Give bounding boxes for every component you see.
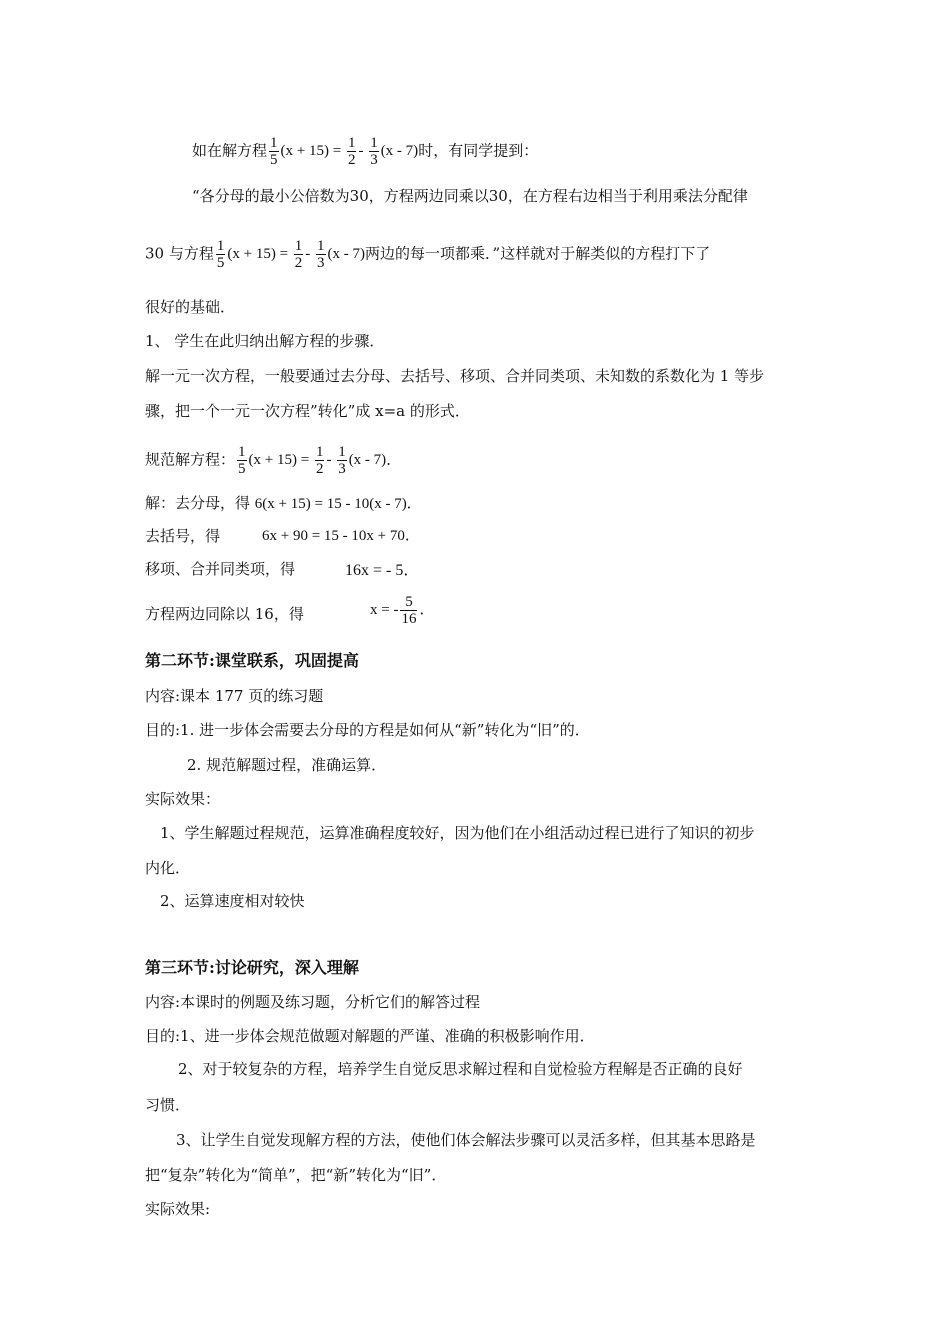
step-combine-expr: 16x = - 5． bbox=[345, 562, 420, 579]
fraction: $\frac{5}{16}$ bbox=[401, 594, 417, 627]
fraction: $\frac{1}{2}$ bbox=[294, 238, 303, 271]
section3-goal-3-line-1: 3、让学生自觉发现解方程的方法，使他们体会解法步骤可以灵活多样，但其基本思路是 bbox=[176, 1131, 756, 1149]
steps-desc-line-1: 解一元一次方程，一般要通过去分母、去括号、移项、合并同类项、未知数的系数化为 1 等步 bbox=[145, 367, 765, 385]
section2-goal-1: 目的:1. 进一步体会需要去分母的方程是如何从“新”转化为“旧”的． bbox=[145, 721, 590, 739]
section2-heading: 第二环节:课堂联系，巩固提高 bbox=[145, 651, 359, 670]
section2-effect-1-line-1: 1、学生解题过程规范，运算准确程度较好，因为他们在小组活动过程已进行了知识的初步 bbox=[160, 824, 755, 842]
fraction: $\frac{1}{3}$ bbox=[317, 238, 325, 271]
step-divide-expr: x = - $\frac{5}{16}$ ． bbox=[370, 594, 435, 627]
fraction: $\frac{1}{5}$ bbox=[216, 238, 225, 271]
standard-solve-line: 规范解方程： $\frac{1}{5}$ (x + 15) = $\frac{1}{2}$ - $\frac{1}{3}$ (x - 7)． bbox=[145, 444, 402, 477]
section3-goal-2-line-2: 习惯． bbox=[145, 1096, 191, 1114]
equation-inline: $\frac{1}{5}$ (x + 15) = $\frac{1}{2}$ - $\frac{1}{3}$ (x - 7) bbox=[238, 444, 387, 477]
quote-line-1: “各分母的最小公倍数为30，方程两边同乘以30，在方程右边相当于利用乘法分配律 bbox=[192, 187, 748, 205]
step-combine-label: 移项、合并同类项，得 bbox=[145, 560, 296, 578]
section2-effect-label: 实际效果： bbox=[145, 790, 221, 808]
step-remove-brackets-label: 去括号，得 bbox=[145, 527, 221, 545]
equation-inline: $\frac{1}{5}$ (x + 15) = $\frac{1}{2}$ - $\frac{1}{3}$ (x - 7) bbox=[216, 238, 366, 271]
steps-desc-line-2: 骤，把一个一元一次方程”转化”成 x=a 的形式． bbox=[145, 402, 470, 420]
step-remove-denominator: 解：去分母，得 6(x + 15) = 15 - 10(x - 7)． bbox=[145, 494, 422, 512]
section3-content: 内容:本课时的例题及练习题，分析它们的解答过程 bbox=[145, 993, 481, 1011]
step-remove-brackets-expr: 6x + 90 = 15 - 10x + 70． bbox=[262, 528, 420, 544]
intro-line bbox=[192, 135, 538, 168]
steps-item-1: 1、 学生在此归纳出解方程的步骤． bbox=[145, 332, 385, 350]
fraction: $\frac{1}{3}$ bbox=[370, 135, 378, 168]
section2-content: 内容:课本 177 页的练习题 bbox=[145, 687, 324, 705]
step-divide-label: 方程两边同除以 16，得 bbox=[145, 605, 304, 623]
section3-goal-3-line-2: 把“复杂”转化为“简单”，把“新”转化为“旧”． bbox=[145, 1166, 447, 1184]
quote-line-2: 30 与方程 $\frac{1}{5}$ (x + 15) = $\frac{1}{2}$ - $\frac{1}{3}$ (x - 7)两边的每一项都乘．”这样就对于解类似的方程打下了 bbox=[145, 238, 711, 271]
section3-goal-2-line-1: 2、对于较复杂的方程，培养学生自觉反思求解过程和自觉检验方程解是否正确的良好 bbox=[178, 1060, 743, 1078]
equation-inline: $\frac{1}{5}$ (x + 15) = $\frac{1}{2}$ - $\frac{1}{3}$ (x - 7) bbox=[270, 135, 419, 168]
intro-prefix: 如在解方程 bbox=[192, 141, 268, 160]
intro-suffix: 时，有同学提到： bbox=[418, 141, 539, 160]
fraction: $\frac{1}{5}$ bbox=[238, 444, 246, 477]
fraction: $\frac{1}{3}$ bbox=[338, 444, 346, 477]
fraction: $\frac{1}{2}$ bbox=[347, 135, 356, 168]
section3-heading: 第三环节:讨论研究，深入理解 bbox=[145, 958, 359, 977]
fraction: $\frac{1}{2}$ bbox=[315, 444, 324, 477]
section2-effect-2: 2、运算速度相对较快 bbox=[160, 892, 305, 910]
section2-goal-2: 2. 规范解题过程，准确运算． bbox=[187, 756, 387, 774]
fraction: $\frac{1}{5}$ bbox=[270, 135, 278, 168]
quote-line-3: 很好的基础． bbox=[145, 298, 236, 316]
section2-effect-1-line-2: 内化． bbox=[145, 859, 191, 877]
section3-effect-label: 实际效果: bbox=[145, 1200, 211, 1218]
section3-goal-1: 目的:1、进一步体会规范做题对解题的严谨、准确的积极影响作用． bbox=[145, 1027, 595, 1045]
